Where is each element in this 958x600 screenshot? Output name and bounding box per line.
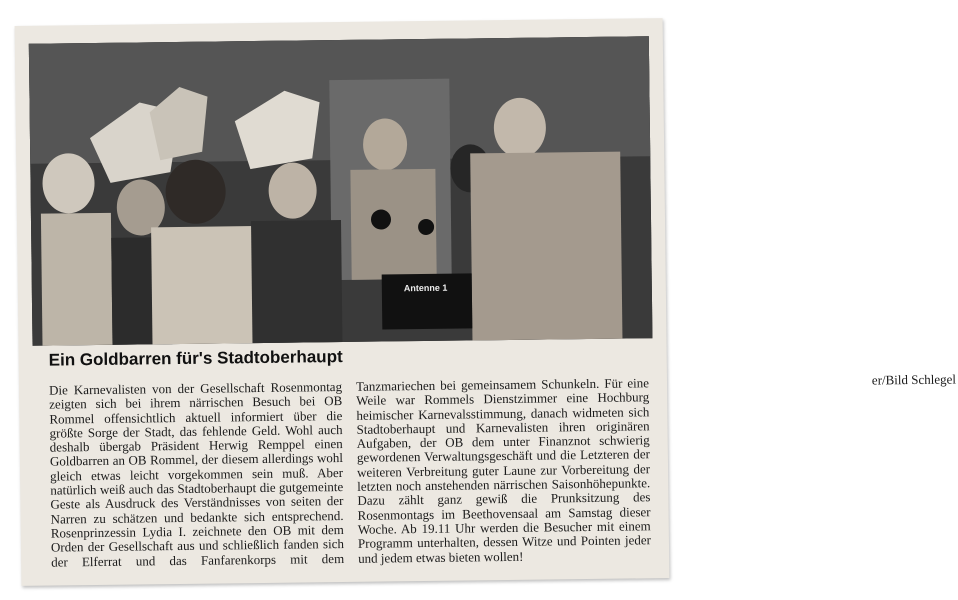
article-headline: Ein Goldbarren für's Stadtoberhaupt <box>48 346 343 370</box>
microphone-label: Antenne 1 <box>403 282 448 294</box>
article-text: Die Karnevalisten von der Gesellschaft Rosenmontag zeigten sich bei ihrem närrischen Besuch bei OB Rommel offensichtlich aktuell informiert über die größte Sorge der Stadt, das fehlende Geld. Wohl auch deshalb übergab Präsident Herwig Remppel einen Goldbarren an OB Rommel, der diesem allerdings wohl gleich etwas leicht vorgekommen sein muß. Aber natürlich weiß auch das Stadtoberhaupt die gutgemeinte Geste als Ausdruck des Verständnisses von seiten der Narren zu schätzen und bedankte sich entsprechend. Rosenprinzessin Lydia I. zeichnete den OB mit dem Orden der Gesellschaft aus und schließlich fanden sich der Elferrat und das Fanfarenkorps mit dem Tanzmariechen bei gemeinsamem Schunkeln. Für eine Weile war Rommels Dienstzimmer eine Hochburg heimischer Karnevalsstimmung, danach widmeten sich Stadtoberhaupt und Karnevalisten ihren originären Aufgaben, der OB dem unter Finanznot schwierig gewordenen Verwaltungsgeschäft und die Letzteren der weiteren Verbreitung guter Laune zur Vorbereitung der letzten noch anstehenden närrischen Saisonhöhepunkte. Dazu zählt ganz gewiß die Prunksitzung des Rosenmontags im Beethovensaal am Samstag dieser Woche. Ab 19.11 Uhr werden die Besucher mit einem Programm unterhalten, dessen Witze und Pointen jeder und jedem etwas bieten wollen! <box>48 375 652 570</box>
photo-scene <box>29 36 653 346</box>
newspaper-clipping <box>15 18 957 586</box>
photo-credit: er/Bild Schlegel <box>871 371 957 388</box>
article-body <box>48 371 957 583</box>
news-photo <box>29 36 653 346</box>
